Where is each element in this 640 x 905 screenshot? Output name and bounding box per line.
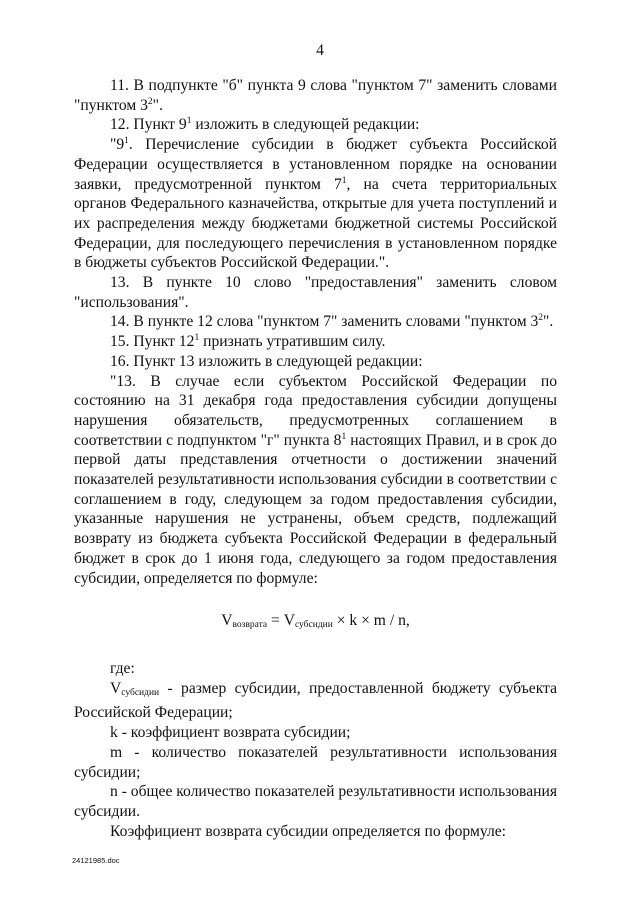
paragraph-11: 11. В подпункте "б" пункта 9 слова "пунктом 7" заменить словами "пунктом $3^2$". — [74, 77, 557, 114]
file-name-footer: 24121985.doc — [72, 856, 120, 865]
definition-n: n - общее количество показателей результативности использования субсидии. — [74, 783, 557, 820]
coefficient-intro: Коэффициент возврата субсидии определяется по формуле: — [110, 822, 506, 840]
where-label: где: — [110, 659, 135, 677]
definition-m: m - количество показателей результативности использования субсидии; — [74, 743, 557, 781]
refund-formula: $V_{возврата} = V_{субсидии} \times k \times m / n$, — [221, 612, 410, 631]
document-body — [74, 76, 557, 841]
paragraph-15: 15. Пункт $12^1$ признать утратившим силу. — [110, 332, 386, 351]
paragraph-13: 13. В пункте 10 слово "предоставления" заменить словом "использования". — [74, 274, 557, 311]
definition-k: k - коэффициент возврата субсидии; — [110, 724, 351, 742]
paragraph-9-1: "$9^1$. Перечисление субсидии в бюджет субъекта Российской Федерации осуществляется в установленном порядке на основании заявки, предусмотренной пунктом $7^1$, на счета территориальных органов Федерального казначейства, открытые для учета поступлений и их распределения между бюджетами бюджетной системы Российской Федерации, для последующего перечисления в установленном порядке в бюджеты субъектов Российской Федерации.". — [74, 135, 557, 272]
paragraph-13-new: "13. В случае если субъектом Российской Федерации по состоянию на 31 декабря года предоставления субсидии допущены нарушения обязательств, предусмотренных соглашением в соответствии с подпунктом "г" пункта $8^1$ настоящих Правил, и в срок до первой даты представления отчетности о достижении значений показателей результативности использования субсидии в соответствии с соглашением в году, следующем за годом предоставления субсидии, указанные нарушения не устранены, объем средств, подлежащий возврату из бюджета субъекта Российской Федерации в федеральный бюджет в срок до 1 июня года, следующего за годом предоставления субсидии, определяется по формуле: — [74, 372, 557, 587]
paragraph-12: 12. Пункт $9^1$ изложить в следующей редакции: — [110, 116, 420, 134]
paragraph-14: 14. В пункте 12 слова "пунктом 7" заменить словами "пунктом $3^2$". — [110, 313, 554, 331]
paragraph-16: 16. Пункт 13 изложить в следующей редакции: — [110, 352, 423, 370]
page-number: 4 — [316, 42, 324, 59]
definition-v: $V_{субсидии}$ - размер субсидии, предоставленной бюджету субъекта Российской Федерации; — [74, 679, 557, 722]
